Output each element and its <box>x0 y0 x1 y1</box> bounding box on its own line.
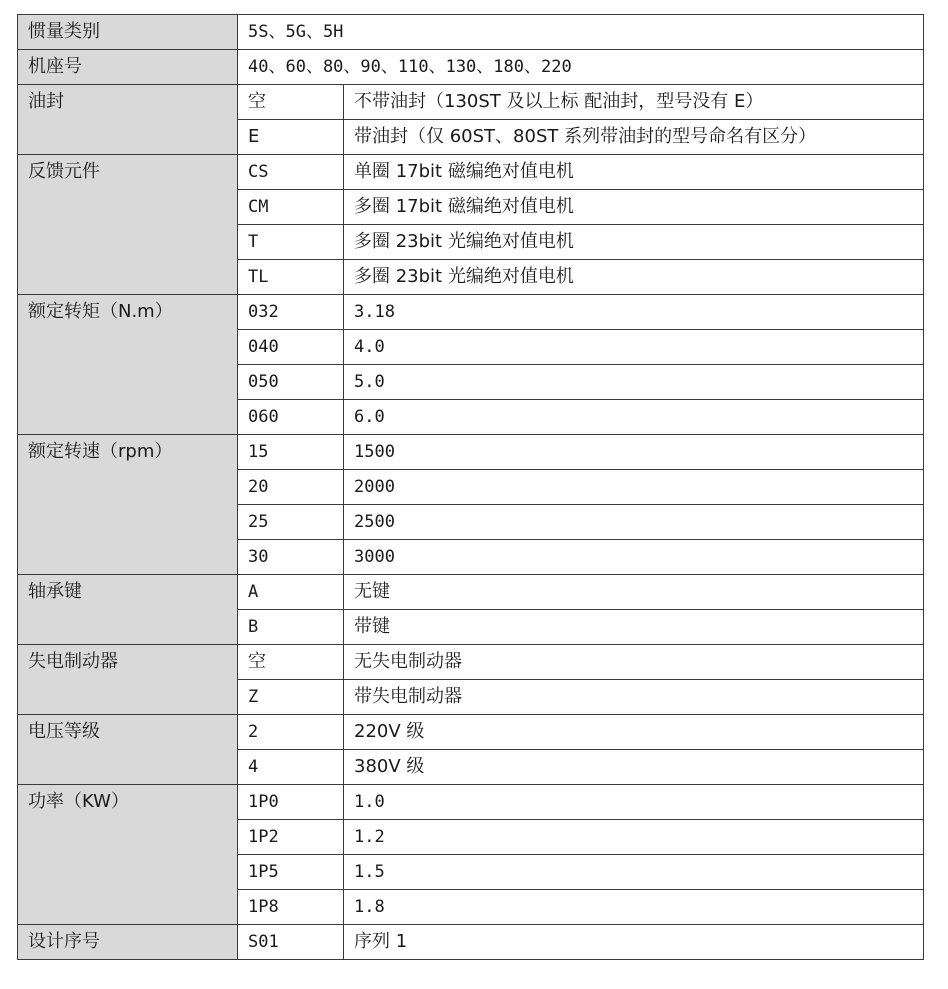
option-code: 20 <box>238 470 344 505</box>
option-code: T <box>238 225 344 260</box>
option-code: B <box>238 610 344 645</box>
option-code: TL <box>238 260 344 295</box>
option-desc: 3000 <box>344 540 924 575</box>
option-code: 060 <box>238 400 344 435</box>
row-label: 惯量类别 <box>18 15 238 50</box>
group-label: 电压等级 <box>18 715 238 785</box>
option-desc: 1.8 <box>344 890 924 925</box>
table-row <box>18 155 924 190</box>
option-desc: 单圈 17bit 磁编绝对值电机 <box>344 155 924 190</box>
group-label: 额定转速（rpm） <box>18 435 238 575</box>
option-desc: 6.0 <box>344 400 924 435</box>
option-code: 4 <box>238 750 344 785</box>
group-label: 失电制动器 <box>18 645 238 715</box>
option-code: S01 <box>238 925 344 960</box>
option-code: 1P0 <box>238 785 344 820</box>
option-code: CS <box>238 155 344 190</box>
option-desc: 5.0 <box>344 365 924 400</box>
option-code: 032 <box>238 295 344 330</box>
option-code: Z <box>238 680 344 715</box>
option-desc: 3.18 <box>344 295 924 330</box>
spec-table <box>17 14 924 960</box>
option-code: 25 <box>238 505 344 540</box>
option-desc: 不带油封（130ST 及以上标 配油封，型号没有 E） <box>344 85 924 120</box>
table-row <box>18 785 924 820</box>
table-row <box>18 575 924 610</box>
table-row <box>18 15 924 50</box>
option-desc: 带油封（仅 60ST、80ST 系列带油封的型号命名有区分） <box>344 120 924 155</box>
option-code: 15 <box>238 435 344 470</box>
option-code: A <box>238 575 344 610</box>
table-row <box>18 50 924 85</box>
option-code: E <box>238 120 344 155</box>
option-code: CM <box>238 190 344 225</box>
option-code: 空 <box>238 645 344 680</box>
option-desc: 多圈 23bit 光编绝对值电机 <box>344 225 924 260</box>
option-desc: 2500 <box>344 505 924 540</box>
option-desc: 带键 <box>344 610 924 645</box>
option-desc: 多圈 17bit 磁编绝对值电机 <box>344 190 924 225</box>
option-desc: 1.2 <box>344 820 924 855</box>
group-label: 额定转矩（N.m） <box>18 295 238 435</box>
option-code: 050 <box>238 365 344 400</box>
option-code: 30 <box>238 540 344 575</box>
option-desc: 多圈 23bit 光编绝对值电机 <box>344 260 924 295</box>
option-code: 1P8 <box>238 890 344 925</box>
option-desc: 4.0 <box>344 330 924 365</box>
option-desc: 1.5 <box>344 855 924 890</box>
row-value: 5S、5G、5H <box>238 15 924 50</box>
option-desc: 序列 1 <box>344 925 924 960</box>
group-label: 设计序号 <box>18 925 238 960</box>
row-value: 40、60、80、90、110、130、180、220 <box>238 50 924 85</box>
option-desc: 带失电制动器 <box>344 680 924 715</box>
option-desc: 1.0 <box>344 785 924 820</box>
table-row <box>18 435 924 470</box>
option-desc: 无键 <box>344 575 924 610</box>
table-row <box>18 85 924 120</box>
option-desc: 2000 <box>344 470 924 505</box>
group-label: 轴承键 <box>18 575 238 645</box>
option-code: 空 <box>238 85 344 120</box>
group-label: 油封 <box>18 85 238 155</box>
option-code: 040 <box>238 330 344 365</box>
table-row <box>18 925 924 960</box>
option-desc: 1500 <box>344 435 924 470</box>
option-code: 2 <box>238 715 344 750</box>
option-desc: 220V 级 <box>344 715 924 750</box>
table-row <box>18 645 924 680</box>
option-desc: 无失电制动器 <box>344 645 924 680</box>
table-row <box>18 295 924 330</box>
group-label: 功率（KW） <box>18 785 238 925</box>
option-code: 1P5 <box>238 855 344 890</box>
row-label: 机座号 <box>18 50 238 85</box>
option-desc: 380V 级 <box>344 750 924 785</box>
spec-table-body <box>18 15 924 960</box>
table-row <box>18 715 924 750</box>
group-label: 反馈元件 <box>18 155 238 295</box>
option-code: 1P2 <box>238 820 344 855</box>
